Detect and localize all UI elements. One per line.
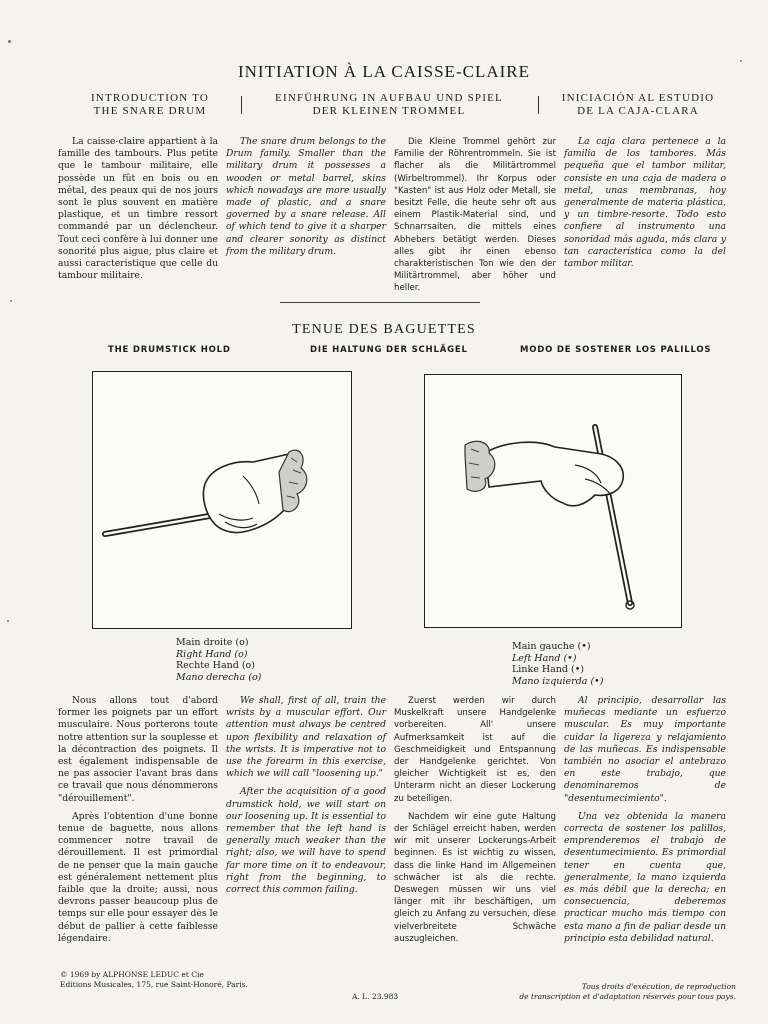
paragraph: We shall, first of all, train the wrists by a muscular effort. Our attention must always be centred upon flexibility and relaxation of the wrists. It is imperative not to use the forearm in this exercise, which we will call "loosening up.": [226, 695, 386, 780]
legend-line-en: Right Hand (o): [176, 648, 248, 660]
rights-line1: Tous droits d'exécution, de reproduction: [581, 982, 736, 991]
intro-text-en: [226, 136, 386, 264]
page-title: INITIATION À LA CAISSE-CLAIRE: [237, 62, 530, 81]
right-hand-illustration: [93, 372, 351, 628]
legend-right-hand: [176, 637, 326, 683]
publisher-address: Editions Musicales, 175, rue Saint-Honoré, Paris.: [60, 980, 248, 989]
divider: [241, 96, 242, 114]
scan-speck: [740, 60, 742, 62]
paragraph: After the acquisition of a good drumstick hold, we will start on our loosening up. It is essential to remember that the left hand is generally much weaker than the right; also, we will have to spend far more time on it to endeavour, right from the beginning, to correct this common failing.: [226, 786, 386, 896]
body-text-fr: [58, 695, 218, 951]
subheading-de: DIE HALTUNG DER SCHLÄGEL: [310, 345, 468, 355]
body-text-en: [226, 695, 386, 902]
scan-speck: [8, 40, 11, 43]
paragraph: Zuerst werden wir durch Muskelkraft unsere Handgelenke vorbereiten. All' unsere Aufmerksamkeit ist auf die Geschmeidigkeit und Entspannung der Handgelenke gerichtet. Von gleicher Wichtigkeit ist es, den Unterarm nicht an dieser Lockerung zu beteiligen.: [394, 696, 556, 804]
intro-text-es: [564, 136, 726, 276]
section-title: TENUE DES BAGUETTES: [292, 322, 476, 337]
intro-heading-de: [254, 92, 524, 118]
figure-right-hand: [92, 371, 352, 629]
figure-left-hand: [424, 374, 682, 628]
paragraph: The snare drum belongs to the Drum family. Smaller than the military drum it possesses a wooden or metal barrel, skins which nowadays are more usually made of plastic, and a snare governed by a snare release. All of which tend to give it a sharper and clearer sonority as distinct from the military drum.: [226, 136, 386, 257]
intro-de-line1: EINFÜHRUNG IN AUFBAU UND SPIEL: [275, 92, 503, 104]
legend-line-fr: Main droite (o): [176, 637, 249, 648]
intro-text-fr: [58, 136, 218, 288]
paragraph: La caja clara pertenece a la familia de los tambores. Más pequeña que el tambor militar, consiste en una caja de madera o metal, unas membranas, hoy generalmente de materia plástica, y un timbre-resorte. Todo esto confiere al instrumento una sonoridad más aguda, más clara y tan característica como la del tambor militar.: [564, 136, 726, 270]
intro-heading-en: [70, 92, 230, 118]
body-text-de: [394, 695, 556, 951]
body-text-es: [564, 695, 726, 951]
divider: [538, 96, 539, 114]
footer-rights: [486, 982, 736, 1002]
legend-line-en: Left Hand (•): [512, 652, 577, 664]
legend-line-es: Mano izquierda (•): [512, 675, 604, 687]
catalog-number: A. L. 23.983: [352, 992, 399, 1001]
legend-line-de: Linke Hand (•): [512, 664, 585, 675]
subheading-es: MODO DE SOSTENER LOS PALILLOS: [520, 345, 712, 355]
paragraph: Après l'obtention d'une bonne tenue de baguette, nous allons commencer notre travail de dérouillement. Il est primordial de ne penser que la main gauche est généralement nettement plus faible que la droite; aussi, nous devrons passer beaucoup plus de temps sur elle pour essayer dès le début de pallier à cette faiblesse légendaire.: [58, 810, 218, 944]
intro-heading-es: [548, 92, 728, 118]
paragraph: Una vez obtenida la manera correcta de sostener los palillos, emprenderemos el trabajo de desentumecimiento. Es primordial tener en cuenta que, generalmente, la mano izquierda es más débil que la derecha; en consecuencia, deberemos practicar mucho más tiempo con esta mano a fin de paliar desde un principio esta debilidad natural.: [564, 810, 726, 944]
paragraph: Nous allons tout d'abord former les poignets par un effort musculaire. Nous porterons toute notre attention sur la souplesse et la décontraction des poignets. Il est également indispensable de ne pas associer l'avant bras dans ce travail que nous dénommerons "dérouillement".: [58, 695, 218, 804]
intro-en-line2: THE SNARE DRUM: [93, 105, 207, 117]
paragraph: Die Kleine Trommel gehört zur Familie der Röhrentrommeln. Sie ist flacher als die Militärtrommel (Wirbeltrommel). Ihr Korpus oder "Kasten" ist aus Holz oder Metall, sie besitzt Felle, die heute sehr oft aus einem Plastik-Material sind, und Schnarrsaiten, die mittels eines Abhebers betätigt werden. Dieses alles gibt ihr einen ebenso charakteristischen Ton wie den der Militärtrommel, aber höher und heller.: [394, 137, 556, 294]
paragraph: Nachdem wir eine gute Haltung der Schlägel erreicht haben, werden wir mit unserer Lockerungs-Arbeit beginnen. Es ist wichtig zu wissen, dass die linke Hand im Allgemeinen schwächer ist als die rechte. Deswegen müssen wir uns viel länger mit ihr beschäftigen, um gleich zu Anfang zu versuchen, diese vielverbreitete Schwäche auszugleichen.: [394, 811, 556, 944]
legend-left-hand: [512, 641, 662, 687]
intro-text-de: [394, 136, 556, 301]
paragraph: Al principio, desarrollar las muñecas mediante un esfuerzo muscular. Es muy importante cuidar la ligereza y relajamiento de las muñecas. Es indispensable también no asociar el antebrazo en este trabajo, que denominaremos de "desentumecimiento".: [564, 695, 726, 804]
legend-line-fr: Main gauche (•): [512, 641, 591, 652]
scan-speck: [7, 620, 9, 622]
intro-de-line2: DER KLEINEN TROMMEL: [312, 105, 466, 117]
section-rule: [280, 302, 480, 303]
rights-line2: de transcription et d'adaptation réservés pour tous pays.: [519, 992, 736, 1001]
footer-publisher: [60, 970, 320, 990]
intro-es-line2: DE LA CAJA-CLARA: [577, 105, 699, 117]
copyright: © 1969 by ALPHONSE LEDUC et Cie: [60, 970, 204, 979]
paragraph: La caisse-claire appartient à la famille des tambours. Plus petite que le tambour militaire, elle possède un fût en bois ou en métal, des peaux qui de nos jours sont le plus souvent en matière plastique, et un timbre ressort commandé par un déclencheur. Tout ceci confère à lui donner une sonorité plus aigue, plus claire et aussi caracteristique que celle du tambour militaire.: [58, 136, 218, 282]
legend-line-de: Rechte Hand (o): [176, 660, 255, 671]
scan-speck: [10, 300, 12, 302]
intro-en-line1: INTRODUCTION TO: [90, 92, 210, 104]
intro-es-line1: INICIACIÓN AL ESTUDIO: [561, 92, 715, 104]
subheading-en: THE DRUMSTICK HOLD: [108, 345, 231, 355]
legend-line-es: Mano derecha (o): [176, 671, 262, 683]
left-hand-illustration: [425, 375, 681, 627]
